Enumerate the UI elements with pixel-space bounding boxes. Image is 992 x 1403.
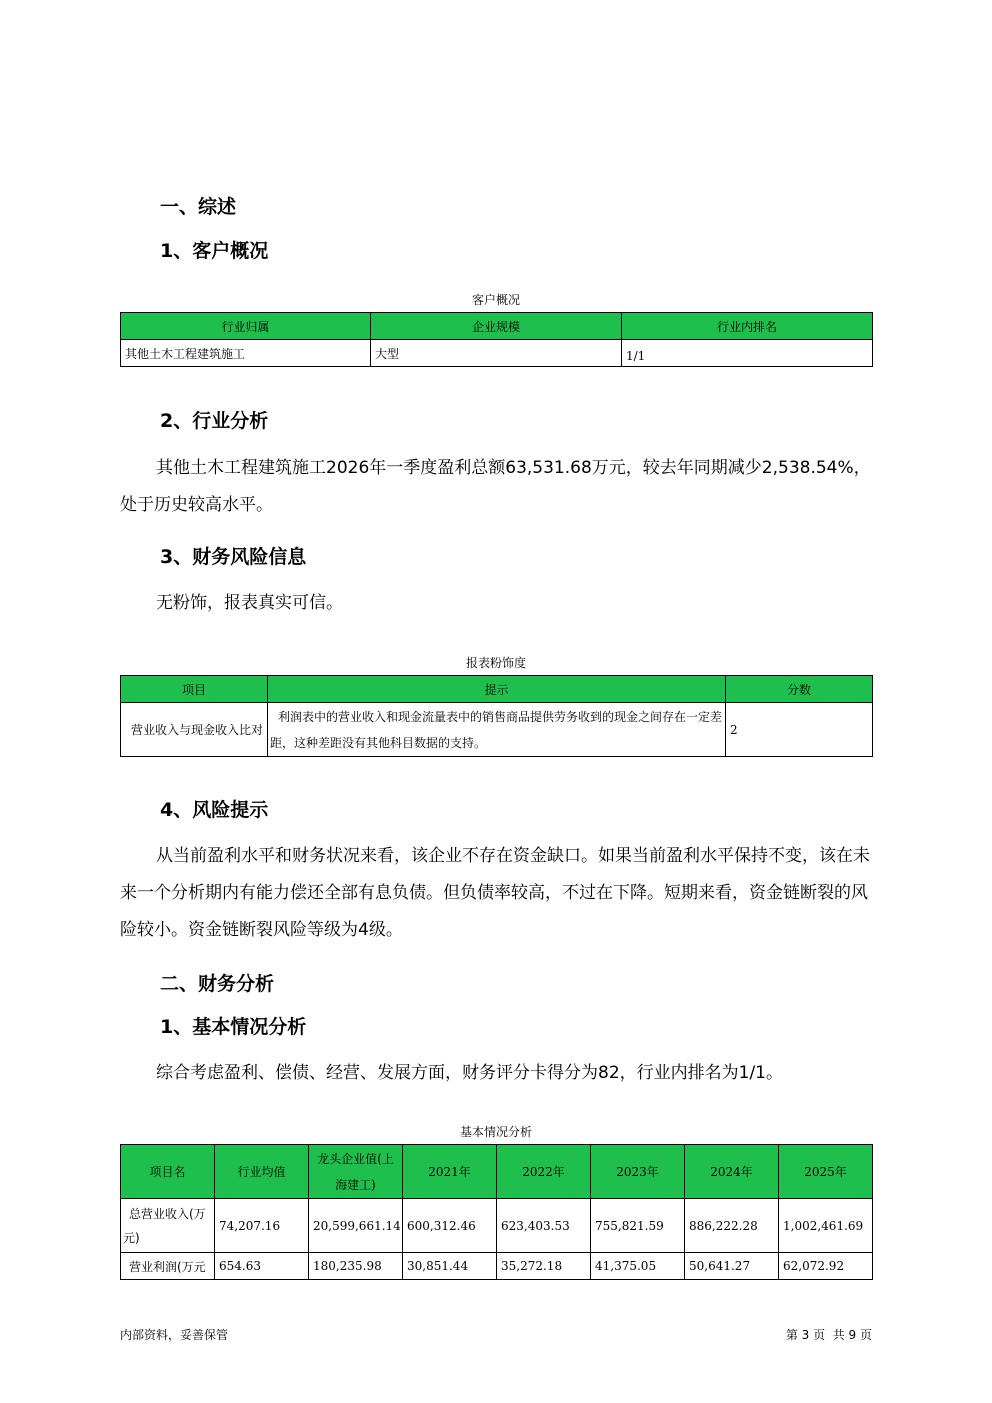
row-label-cell: 总营业收入(万元) bbox=[121, 1199, 215, 1253]
header-cell: 分数 bbox=[726, 676, 873, 703]
risk-info-paragraph bbox=[120, 585, 875, 622]
scale-cell: 大型 bbox=[371, 340, 622, 367]
rank-cell: 1/1 bbox=[622, 340, 873, 367]
table-row bbox=[121, 340, 873, 367]
subsection-heading-customer: 1、客户概况 bbox=[160, 240, 269, 262]
industry-analysis-text: 其他土木工程建筑施工2026年一季度盈利总额63,531.68万元，较去年同期减少2,538.54%，处于历史较高水平。 bbox=[120, 458, 871, 515]
value-cell: 62,072.92 bbox=[779, 1253, 873, 1280]
item-cell: 营业收入与现金收入比对 bbox=[121, 703, 268, 757]
header-cell: 龙头企业值(上海建工) bbox=[309, 1145, 403, 1199]
industry-cell: 其他土木工程建筑施工 bbox=[121, 340, 371, 367]
table-header-row bbox=[121, 313, 873, 340]
value-cell: 74,207.16 bbox=[215, 1199, 309, 1253]
value-cell: 30,851.44 bbox=[403, 1253, 497, 1280]
basic-table-caption: 基本情况分析 bbox=[459, 1125, 532, 1139]
risk-info-text: 无粉饰，报表真实可信。 bbox=[156, 593, 343, 613]
subsection-heading-risk-tip: 4、风险提示 bbox=[160, 799, 269, 821]
header-cell: 2024年 bbox=[685, 1145, 779, 1199]
table-row bbox=[121, 1253, 873, 1280]
score-cell: 2 bbox=[726, 703, 873, 757]
table-row bbox=[121, 703, 873, 757]
header-cell: 2022年 bbox=[497, 1145, 591, 1199]
risk-tip-text: 从当前盈利水平和财务状况来看，该企业不存在资金缺口。如果当前盈利水平保持不变，该在未来一个分析期内有能力偿还全部有息负债。但负债率较高，不过在下降。短期来看，资金链断裂的风险较小。资金链断裂风险等级为4级。 bbox=[120, 846, 870, 940]
section-heading-financial: 二、财务分析 bbox=[160, 973, 275, 995]
header-cell: 企业规模 bbox=[371, 313, 622, 340]
header-cell: 行业均值 bbox=[215, 1145, 309, 1199]
value-cell: 50,641.27 bbox=[685, 1253, 779, 1280]
header-cell: 项目名 bbox=[121, 1145, 215, 1199]
value-cell: 886,222.28 bbox=[685, 1199, 779, 1253]
whitewash-table-caption: 报表粉饰度 bbox=[465, 656, 526, 670]
header-cell: 提示 bbox=[268, 676, 726, 703]
table-row bbox=[121, 1199, 873, 1253]
header-cell: 2023年 bbox=[591, 1145, 685, 1199]
basic-table bbox=[120, 1144, 873, 1280]
row-label-cell: 营业利润(万元 bbox=[121, 1253, 215, 1280]
customer-table-caption: 客户概况 bbox=[471, 293, 520, 307]
customer-table bbox=[120, 312, 873, 367]
basic-analysis-text: 综合考虑盈利、偿债、经营、发展方面，财务评分卡得分为82，行业内排名为1/1。 bbox=[156, 1063, 783, 1083]
value-cell: 755,821.59 bbox=[591, 1199, 685, 1253]
basic-analysis-paragraph bbox=[120, 1055, 875, 1092]
table-header-row bbox=[121, 1145, 873, 1199]
header-cell: 项目 bbox=[121, 676, 268, 703]
value-cell: 654.63 bbox=[215, 1253, 309, 1280]
industry-analysis-paragraph bbox=[120, 450, 875, 524]
header-cell: 行业归属 bbox=[121, 313, 371, 340]
header-cell: 2025年 bbox=[779, 1145, 873, 1199]
table-header-row bbox=[121, 676, 873, 703]
hint-cell: 利润表中的营业收入和现金流量表中的销售商品提供劳务收到的现金之间存在一定差距，这种差距没有其他科目数据的支持。 bbox=[268, 703, 726, 757]
header-cell: 2021年 bbox=[403, 1145, 497, 1199]
subsection-heading-risk-info: 3、财务风险信息 bbox=[160, 546, 307, 568]
value-cell: 35,272.18 bbox=[497, 1253, 591, 1280]
value-cell: 1,002,461.69 bbox=[779, 1199, 873, 1253]
footer-page-number: 第 3 页 共 9 页 bbox=[785, 1328, 872, 1342]
whitewash-table bbox=[120, 675, 873, 757]
risk-tip-paragraph bbox=[120, 838, 875, 949]
section-heading-overview: 一、综述 bbox=[160, 196, 237, 218]
value-cell: 600,312.46 bbox=[403, 1199, 497, 1253]
subsection-heading-basic: 1、基本情况分析 bbox=[160, 1016, 307, 1038]
value-cell: 41,375.05 bbox=[591, 1253, 685, 1280]
value-cell: 623,403.53 bbox=[497, 1199, 591, 1253]
header-cell: 行业内排名 bbox=[622, 313, 873, 340]
subsection-heading-industry: 2、行业分析 bbox=[160, 410, 269, 432]
value-cell: 20,599,661.14 bbox=[309, 1199, 403, 1253]
value-cell: 180,235.98 bbox=[309, 1253, 403, 1280]
footer-confidential: 内部资料，妥善保管 bbox=[120, 1328, 229, 1342]
